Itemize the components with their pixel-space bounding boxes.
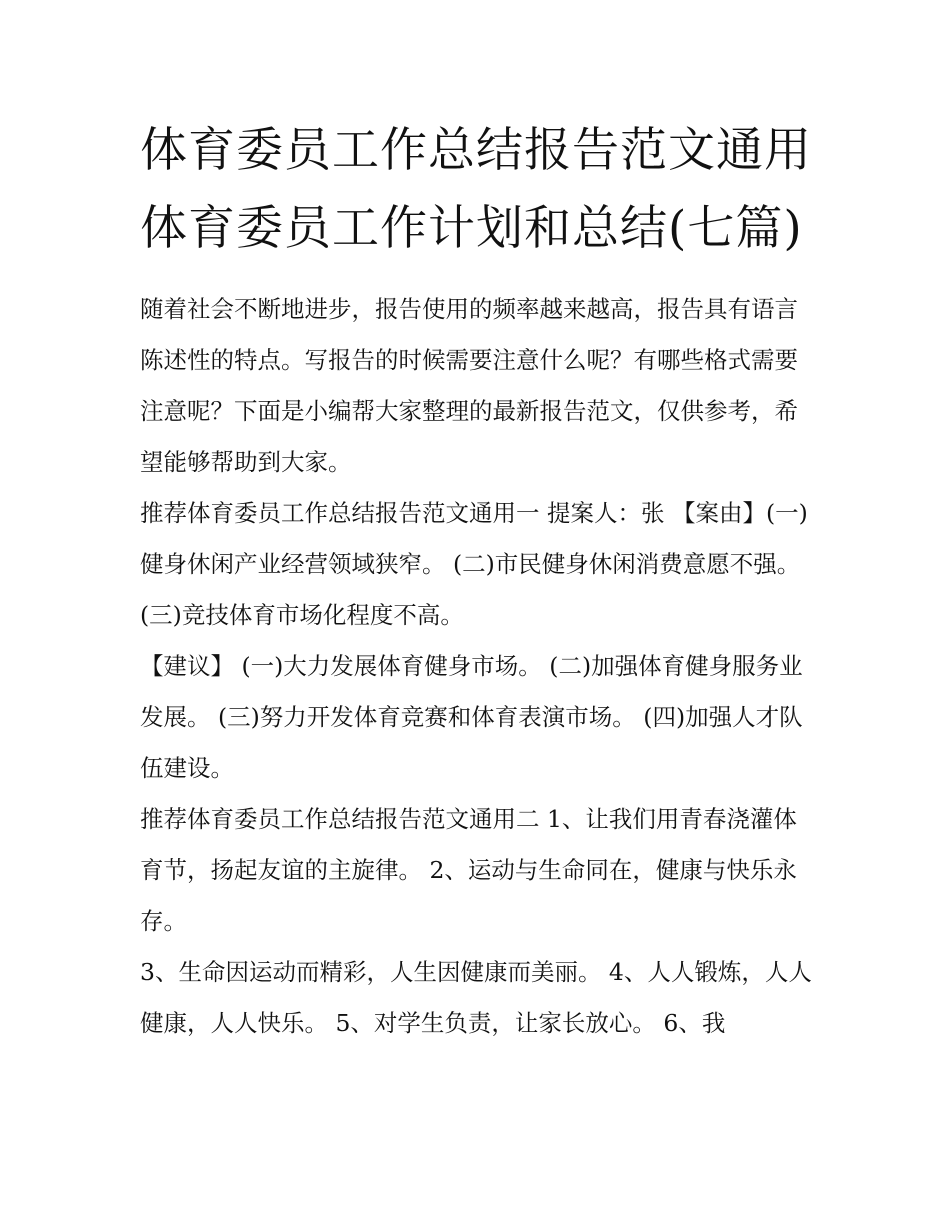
paragraph-slogans: 3、生命因运动而精彩，人生因健康而美丽。 4、人人锻炼，人人健康，人人快乐。 5、对学生负责，让家长放心。 6、我 [140,958,812,1037]
paragraph-suggestions: 【建议】 (一)大力发展体育健身市场。 (二)加强体育健身服务业发展。 (三)努力开发体育竞赛和体育表演市场。 (四)加强人才队伍建设。 [140,652,803,782]
paragraph-intro: 随着社会不断地进步，报告使用的频率越来越高，报告具有语言陈述性的特点。写报告的时候需要注意什么呢？有哪些格式需要注意呢？下面是小编帮大家整理的最新报告范文，仅供参考，希望能够帮助到大家。 [140,295,798,476]
document-title: 体育委员工作总结报告范文通用 体育委员工作计划和总结(七篇) [140,123,812,256]
paragraph-recommend-two: 推荐体育委员工作总结报告范文通用二 1、让我们用青春浇灌体育节，扬起友谊的主旋律。 2、运动与生命同在，健康与快乐永存。 [140,805,797,935]
document-page [140,112,820,1049]
document-body [140,284,820,1049]
paragraph-recommend-one: 推荐体育委员工作总结报告范文通用一 提案人：张 【案由】(一)健身休闲产业经营领域狭窄。 (二)市民健身休闲消费意愿不强。 (三)竞技体育市场化程度不高。 [140,499,808,629]
